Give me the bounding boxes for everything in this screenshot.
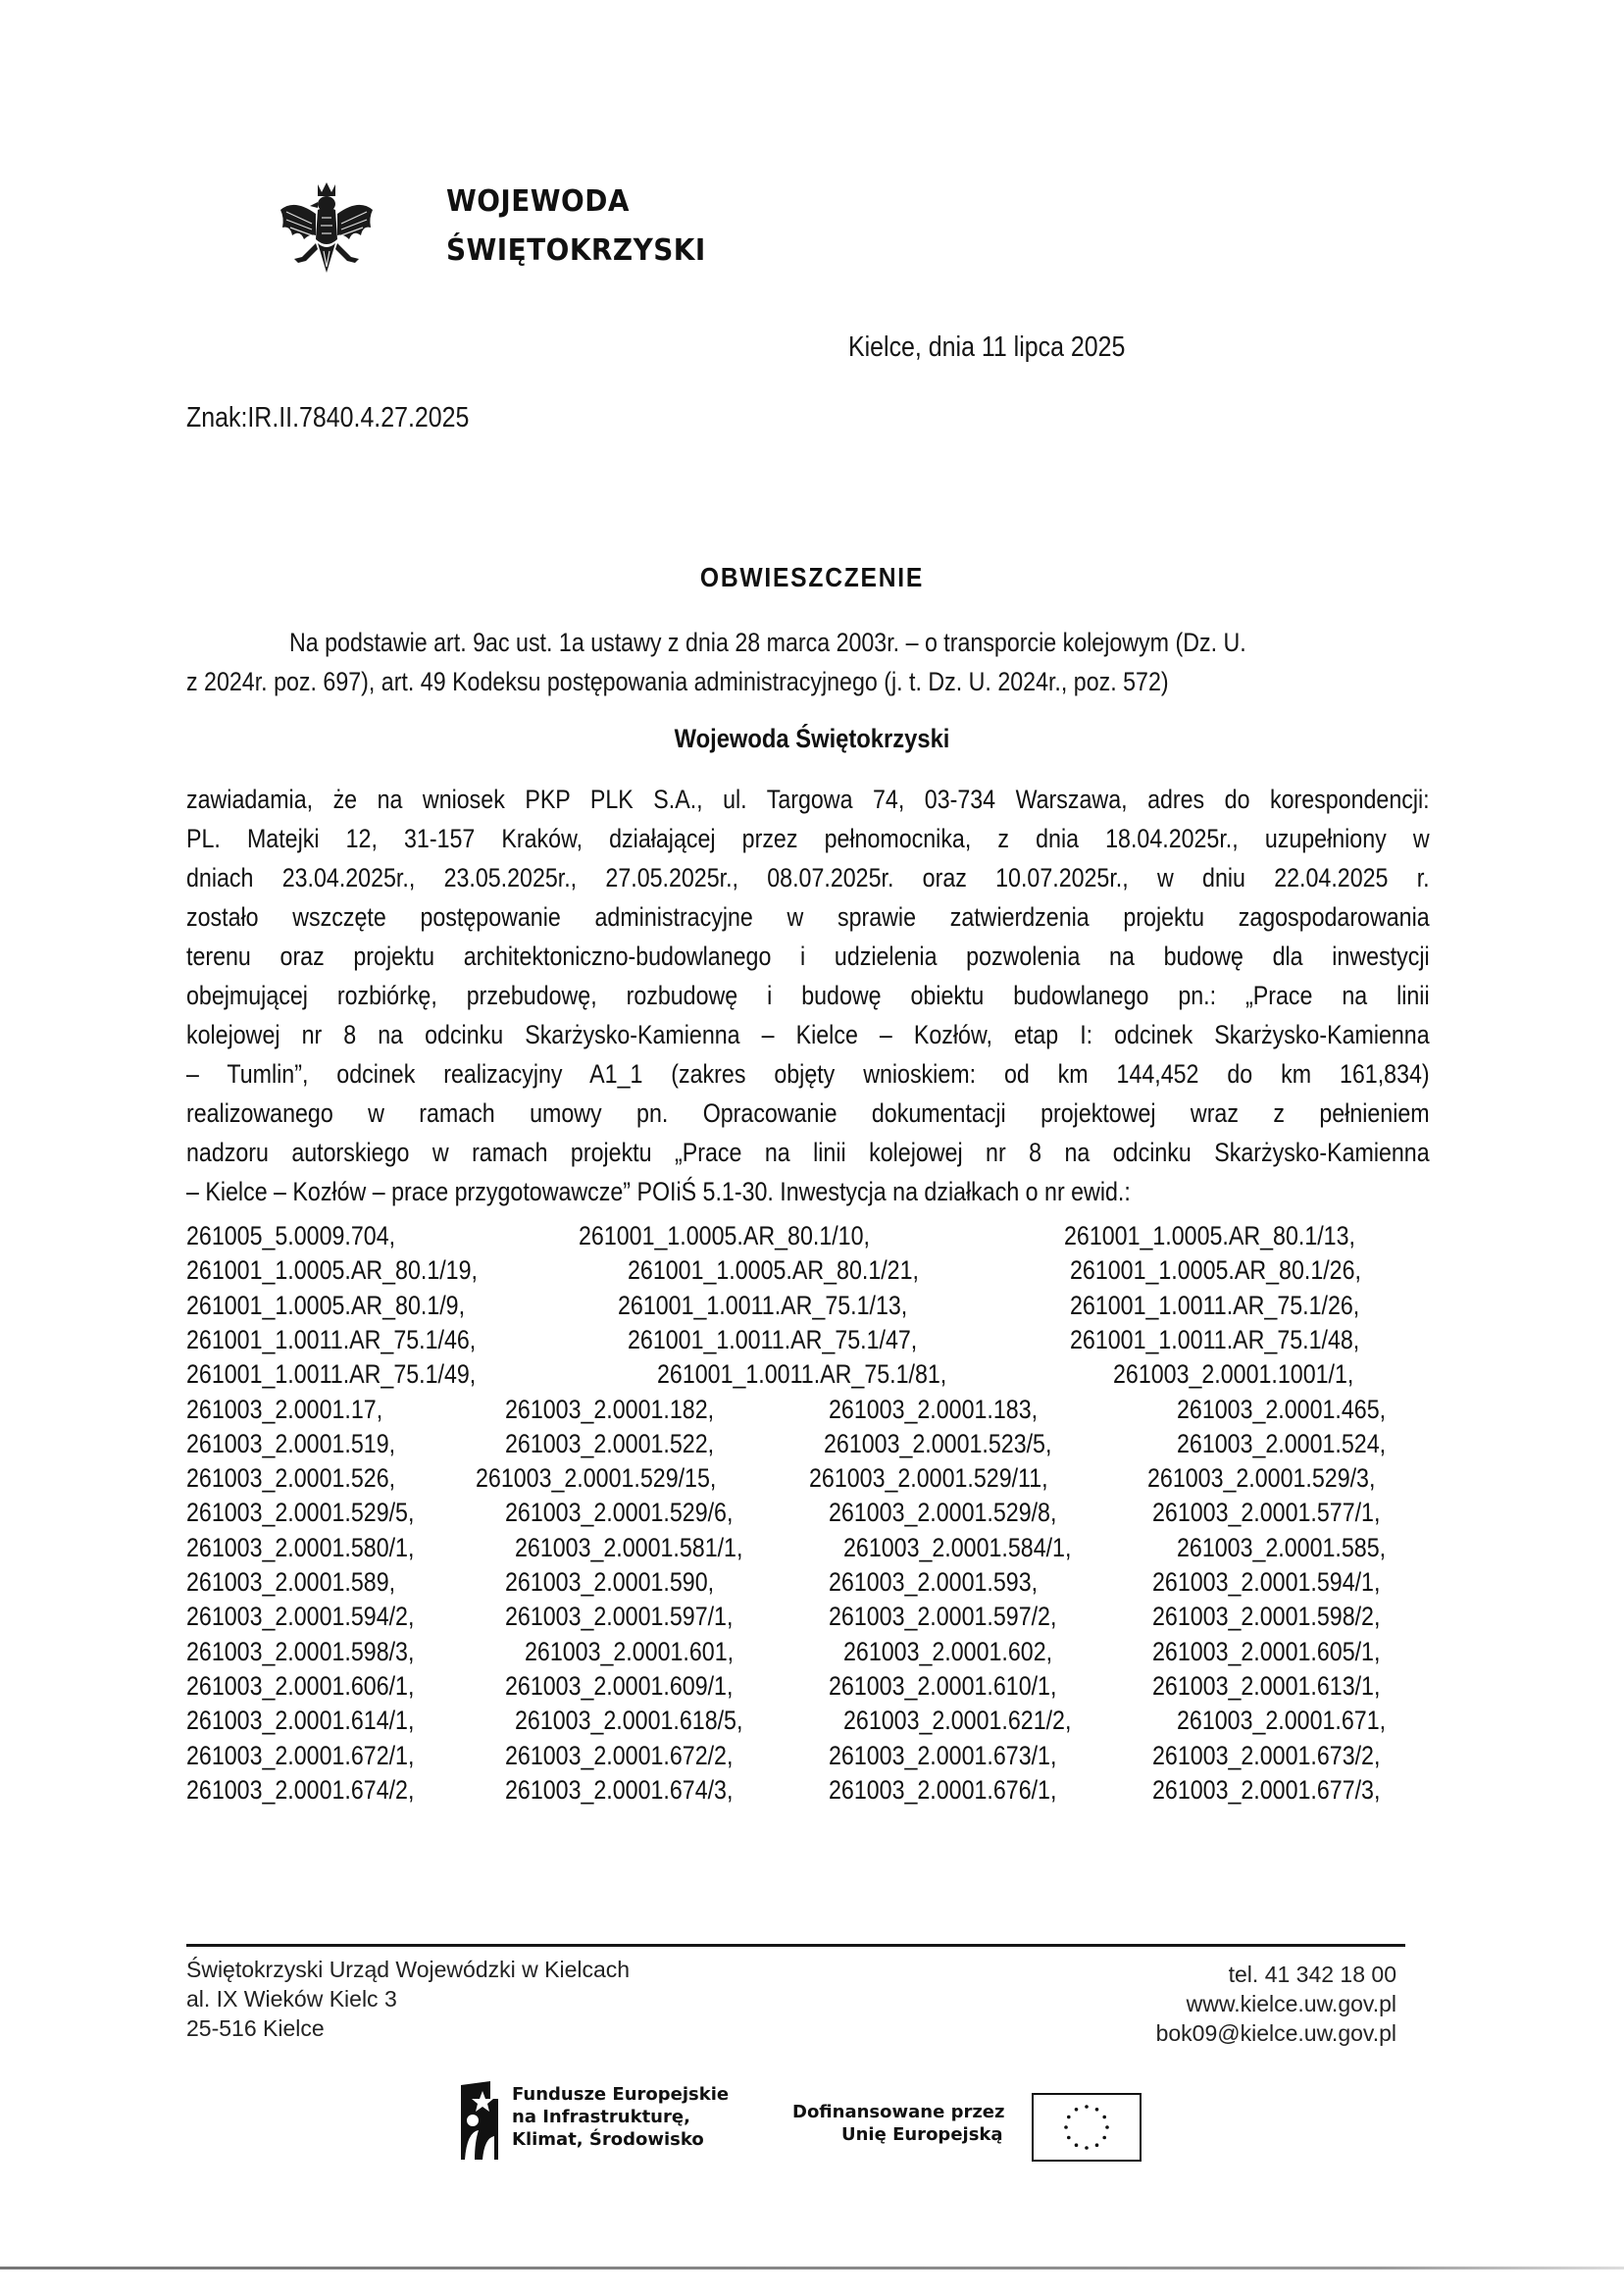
body-line-text: zawiadamia, że na wniosek PKP PLK S.A., ul. Targowa 74, 03-734 Warszawa, adres do korespondencji: [186,785,1430,814]
body-line [186,1020,1430,1050]
legal-basis-line-1: Na podstawie art. 9ac ust. 1a ustawy z dnia 28 marca 2003r. – o transporcie kolejowym (Dz. U. [289,628,1246,657]
parcel-number: 261003_2.0001.674/3, [505,1774,734,1805]
parcel-number: 261003_2.0001.182, [505,1394,715,1424]
eu-star [1075,2143,1079,2147]
polish-eagle-emblem-icon [275,178,379,286]
website-link[interactable]: www.kielce.uw.gov.pl [1186,1991,1396,2016]
body-line [186,863,1430,893]
body-line [186,942,1430,972]
eu-star [1095,2108,1099,2112]
parcel-number: 261003_2.0001.577/1, [1152,1498,1381,1528]
parcel-number: 261001_1.0005.AR_80.1/10, [579,1221,870,1250]
eu-flag-icon [1032,2093,1142,2162]
place-and-date: Kielce, dnia 11 lipca 2025 [848,331,1126,363]
eu-star [1067,2116,1071,2119]
parcel-number: 261003_2.0001.677/3, [1152,1774,1381,1805]
parcel-number: 261001_1.0005.AR_80.1/21, [628,1255,919,1286]
parcel-number: 261001_1.0005.AR_80.1/19, [186,1255,478,1286]
parcel-number: 261001_1.0005.AR_80.1/13, [1064,1221,1355,1250]
parcel-number: 261001_1.0011.AR_75.1/47, [628,1324,918,1354]
parcel-number: 261003_2.0001.529/5, [186,1498,415,1528]
email-link[interactable]: bok09@kielce.uw.gov.pl [1155,2020,1396,2046]
eu-cofinancing-line-1: Dofinansowane przez [792,2102,1005,2122]
body-line-text: terenu oraz projektu architektoniczno-budowlanego i udzielenia pozwolenia na budowę dla inwestycji [186,942,1430,971]
parcel-number: 261003_2.0001.523/5, [824,1428,1052,1458]
parcel-number: 261003_2.0001.1001/1, [1113,1359,1354,1390]
parcel-number: 261003_2.0001.672/1, [186,1740,415,1770]
body-line [186,1138,1430,1168]
eu-star [1102,2116,1106,2119]
parcel-number: 261003_2.0001.584/1, [843,1532,1072,1562]
body-line [186,1177,1430,1207]
parcel-number: 261005_5.0009.704, [186,1221,396,1250]
body-line [186,785,1430,815]
parcel-number: 261001_1.0011.AR_75.1/13, [618,1290,908,1320]
eu-star [1095,2143,1099,2147]
parcel-number: 261003_2.0001.605/1, [1152,1636,1381,1666]
body-line-text: – Tumlin”, odcinek realizacyjny A1_1 (zakres objęty wnioskiem: od km 144,452 do km 161,834) [186,1059,1430,1089]
eu-star [1105,2125,1109,2129]
european-funds-logo-icon [461,2081,498,2160]
parcel-number: 261003_2.0001.524, [1177,1428,1387,1458]
parcel-number: 261003_2.0001.598/2, [1152,1602,1381,1632]
parcel-number: 261003_2.0001.522, [505,1428,715,1458]
office-address: al. IX Wieków Kielc 3 [186,1986,397,2012]
parcel-number: 261003_2.0001.621/2, [843,1706,1072,1736]
parcel-number: 261003_2.0001.590, [505,1567,715,1597]
issuer-heading: Wojewoda Świętokrzyski [674,724,950,753]
parcel-number: 261001_1.0011.AR_75.1/48, [1070,1324,1360,1354]
parcel-number: 261001_1.0011.AR_75.1/49, [186,1359,477,1390]
parcel-number: 261003_2.0001.183, [829,1394,1039,1424]
parcel-number: 261003_2.0001.671, [1177,1706,1387,1736]
body-line-text: kolejowej nr 8 na odcinku Skarżysko-Kamienna – Kielce – Kozłów, etap I: odcinek Skarżysko-Kamienna [186,1020,1430,1049]
parcel-number: 261003_2.0001.580/1, [186,1532,415,1562]
parcel-number: 261003_2.0001.673/2, [1152,1740,1381,1770]
parcel-number: 261003_2.0001.618/5, [515,1706,743,1736]
parcel-number: 261003_2.0001.676/1, [829,1774,1057,1805]
parcel-number: 261003_2.0001.465, [1177,1394,1387,1424]
parcel-number: 261003_2.0001.526, [186,1463,396,1494]
office-name: Świętokrzyski Urząd Wojewódzki w Kielcach [186,1957,631,1982]
parcel-number: 261001_1.0011.AR_75.1/81, [657,1359,947,1390]
parcel-number: 261003_2.0001.601, [525,1636,735,1666]
body-line [186,902,1430,933]
parcel-number: 261003_2.0001.529/15, [476,1463,717,1494]
parcel-number: 261003_2.0001.674/2, [186,1774,415,1805]
body-line-text: zostało wszczęte postępowanie administracyjne w sprawie zatwierdzenia projektu zagospodarowania [186,902,1430,932]
body-line-text: PL. Matejki 12, 31-157 Kraków, działającej przez pełnomocnika, z dnia 18.04.2025r., uzupełniony w [186,824,1430,853]
parcel-number: 261003_2.0001.613/1, [1152,1670,1381,1701]
body-line [186,1059,1430,1090]
parcel-number: 261001_1.0005.AR_80.1/26, [1070,1255,1361,1286]
reference-number: Znak:IR.II.7840.4.27.2025 [186,402,470,433]
eu-star [1064,2125,1068,2129]
parcel-number: 261001_1.0011.AR_75.1/26, [1070,1290,1360,1320]
eu-star [1102,2136,1106,2140]
european-funds-line-2: na Infrastrukturę, [512,2107,690,2127]
parcel-number: 261003_2.0001.581/1, [515,1532,743,1562]
parcel-number: 261003_2.0001.594/2, [186,1602,415,1632]
eu-star [1067,2136,1071,2140]
notice-title: OBWIESZCZENIE [699,562,925,592]
body-line-text: obejmującej rozbiórkę, przebudowę, rozbudowę i budowę obiektu budowlanego pn.: „Prace na linii [186,981,1430,1010]
parcel-number: 261003_2.0001.610/1, [829,1670,1057,1701]
parcel-number: 261003_2.0001.598/3, [186,1636,415,1666]
european-funds-line-3: Klimat, Środowisko [512,2129,704,2150]
parcel-number: 261003_2.0001.673/1, [829,1740,1057,1770]
phone-number: tel. 41 342 18 00 [1228,1962,1396,1987]
footer-divider [186,1944,1405,1947]
body-line-text: nadzoru autorskiego w ramach projektu „Prace na linii kolejowej nr 8 na odcinku Skarżysko-Kamienna [186,1138,1430,1167]
legal-basis-line-2: z 2024r. poz. 697), art. 49 Kodeksu postępowania administracyjnego (j. t. Dz. U. 2024r., poz. 572) [186,667,1169,696]
parcel-number: 261003_2.0001.593, [829,1567,1039,1597]
parcel-number: 261003_2.0001.17, [186,1394,383,1424]
office-postal-code: 25-516 Kielce [186,2015,325,2041]
body-line [186,1098,1430,1129]
body-line-text: realizowanego w ramach umowy pn. Opracowanie dokumentacji projektowej wraz z pełnieniem [186,1098,1430,1128]
authority-name-line-2: ŚWIĘTOKRZYSKI [446,233,706,268]
parcel-number: 261003_2.0001.614/1, [186,1706,415,1736]
parcel-number: 261003_2.0001.529/3, [1147,1463,1376,1494]
eu-star [1075,2108,1079,2112]
eu-star [1085,2105,1089,2109]
european-funds-line-1: Fundusze Europejskie [512,2084,730,2105]
scan-edge-line [0,2267,1624,2269]
body-line [186,981,1430,1011]
authority-name-line-1: WOJEWODA [446,184,630,219]
parcel-number: 261003_2.0001.597/2, [829,1602,1057,1632]
parcel-number: 261001_1.0011.AR_75.1/46, [186,1324,477,1354]
parcel-number: 261003_2.0001.585, [1177,1532,1387,1562]
eu-star [1085,2146,1089,2150]
body-line-text: – Kielce – Kozłów – prace przygotowawcze” POIiŚ 5.1-30. Inwestycja na działkach o nr ewid.: [186,1177,1131,1206]
parcel-number: 261003_2.0001.529/8, [829,1498,1057,1528]
body-line-text: dniach 23.04.2025r., 23.05.2025r., 27.05.2025r., 08.07.2025r. oraz 10.07.2025r., w dniu 22.04.2025 r. [186,863,1430,892]
parcel-number: 261003_2.0001.606/1, [186,1670,415,1701]
parcel-number: 261003_2.0001.519, [186,1428,396,1458]
parcel-number: 261003_2.0001.672/2, [505,1740,734,1770]
parcel-number: 261001_1.0005.AR_80.1/9, [186,1290,466,1320]
parcel-number: 261003_2.0001.529/6, [505,1498,734,1528]
parcel-number: 261003_2.0001.589, [186,1567,396,1597]
parcel-number: 261003_2.0001.529/11, [809,1463,1048,1494]
body-line [186,824,1430,854]
eu-cofinancing-line-2: Unię Europejską [841,2124,1003,2145]
parcel-number: 261003_2.0001.594/1, [1152,1567,1381,1597]
parcel-number: 261003_2.0001.609/1, [505,1670,734,1701]
parcel-number: 261003_2.0001.597/1, [505,1602,734,1632]
parcel-number: 261003_2.0001.602, [843,1636,1053,1666]
